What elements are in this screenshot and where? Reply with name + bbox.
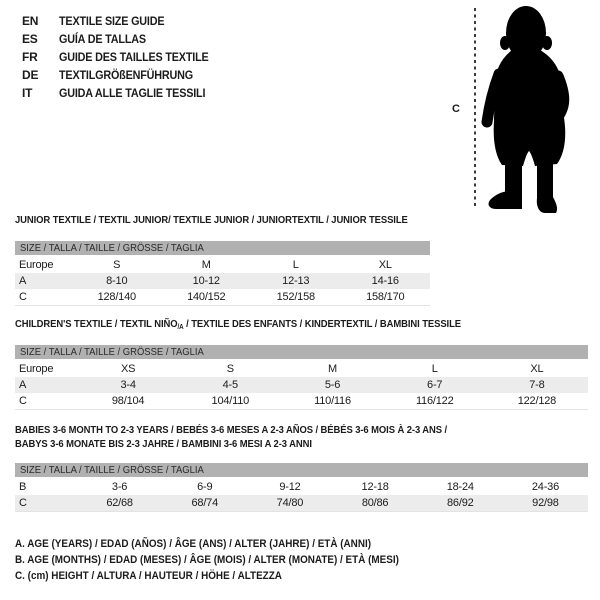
baby-silhouette-figure — [450, 0, 600, 215]
height-cell: 92/98 — [532, 497, 559, 509]
size-header-bar — [15, 345, 588, 359]
row-label: A — [19, 379, 27, 391]
size-cell: S — [226, 363, 234, 375]
size-cell: L — [431, 363, 438, 375]
note-age-years — [15, 536, 442, 552]
size-header-bar — [15, 241, 430, 255]
height-cell: 80/86 — [361, 497, 389, 509]
size-header-text: SIZE / TALLA / TAILLE / GRÖSSE / TAGLIA — [20, 242, 204, 254]
lang-row-de — [22, 66, 225, 84]
lang-code: ES — [22, 32, 38, 46]
age-cell: 8-10 — [106, 275, 128, 287]
size-cell: S — [113, 259, 121, 271]
note-age-years-text: A. AGE (YEARS) / EDAD (AÑOS) / ÂGE (ANS) / ALTER (JAHRE) / ETÀ (ANNI) — [15, 538, 372, 550]
baby-silhouette — [487, 6, 565, 213]
row-label: Europe — [19, 259, 54, 271]
height-cell: 62/68 — [106, 497, 133, 509]
size-header-bar — [15, 463, 588, 477]
age-cell: 10-12 — [192, 275, 220, 287]
table-row-europe — [15, 257, 430, 273]
lang-row-es — [22, 30, 225, 48]
age-cell: 3-6 — [111, 481, 128, 493]
lang-row-fr — [22, 48, 225, 66]
table-row-age-months — [15, 479, 588, 495]
junior-section-title — [15, 214, 451, 226]
lang-code: IT — [22, 86, 33, 100]
height-cell: 152/158 — [276, 291, 315, 303]
lang-code: FR — [22, 50, 38, 64]
table-row-height — [15, 289, 430, 305]
babies-size-table — [15, 463, 588, 512]
table-row-age — [15, 273, 430, 289]
row-label: A — [19, 275, 27, 287]
babies-title-line2: BABYS 3-6 MONATE BIS 2-3 JAHRE / BAMBINI 3-6 MESI A 2-3 ANNI — [15, 438, 312, 450]
table-row-height — [15, 495, 588, 511]
height-cell: 116/122 — [415, 395, 454, 407]
junior-title-text: JUNIOR TEXTILE / TEXTIL JUNIOR/ TEXTILE JUNIOR / JUNIORTEXTIL / JUNIOR TESSILE — [15, 214, 408, 226]
age-cell: 6-7 — [427, 379, 443, 391]
height-cell: 98/104 — [111, 395, 145, 407]
height-cell: 86/92 — [447, 497, 474, 509]
children-title-text — [15, 318, 461, 331]
junior-size-table — [15, 241, 430, 306]
children-title-part2: / TEXTILE DES ENFANTS / KINDERTEXTIL / BAMBINI TESSILE — [183, 318, 461, 330]
size-header-text: SIZE / TALLA / TAILLE / GRÖSSE / TAGLIA — [20, 464, 204, 476]
height-cell: 140/152 — [187, 291, 226, 303]
note-height-cm — [15, 568, 442, 584]
size-cell: XL — [378, 259, 392, 271]
guide-title: GUIDE DES TAILLES TEXTILE — [59, 50, 209, 64]
size-cell: XS — [120, 363, 136, 375]
size-cell: L — [292, 259, 299, 271]
children-size-table — [15, 345, 588, 410]
age-cell: 12-18 — [361, 481, 389, 493]
babies-title-line1: BABIES 3-6 MONTH TO 2-3 YEARS / BEBÉS 3-6 MESES A 2-3 AÑOS / BÉBÉS 3-6 MOIS À 2-3 ANS / — [15, 424, 448, 436]
guide-title: GUIDA ALLE TAGLIE TESSILI — [59, 86, 206, 100]
age-cell: 5-6 — [324, 379, 341, 391]
size-cell: XL — [530, 363, 544, 375]
row-label: C — [19, 291, 27, 303]
row-label: C — [19, 395, 27, 407]
children-section-title — [15, 318, 511, 331]
height-cell: 158/170 — [366, 291, 405, 303]
language-header — [22, 12, 225, 102]
children-title-part1: CHILDREN'S TEXTILE / TEXTIL NIÑO — [15, 318, 178, 330]
guide-title: TEXTILE SIZE GUIDE — [59, 14, 165, 28]
lang-code: EN — [22, 14, 39, 28]
guide-title: GUÍA DE TALLAS — [59, 32, 146, 46]
height-cell: 74/80 — [276, 497, 304, 509]
row-label: C — [19, 497, 27, 509]
lang-row-it — [22, 84, 225, 102]
height-cell: 128/140 — [97, 291, 136, 303]
age-cell: 3-4 — [120, 379, 136, 391]
age-cell: 12-13 — [282, 275, 310, 287]
table-row-europe — [15, 361, 588, 377]
size-cell: M — [201, 259, 211, 271]
table-row-age — [15, 377, 588, 393]
babies-section-title — [15, 423, 495, 451]
note-height-cm-text: C. (cm) HEIGHT / ALTURA / HAUTEUR / HÖHE / ALTEZZA — [15, 570, 282, 582]
row-label: B — [19, 481, 27, 493]
size-cell: M — [328, 363, 337, 375]
note-age-months — [15, 552, 442, 568]
height-cell: 122/128 — [517, 395, 557, 407]
age-cell: 9-12 — [279, 481, 301, 493]
table-row-height — [15, 393, 588, 409]
age-cell: 4-5 — [222, 379, 238, 391]
height-cell: 104/110 — [211, 395, 250, 407]
children-title-sub: /A — [177, 324, 184, 331]
age-cell: 18-24 — [446, 481, 474, 493]
height-cell: 68/74 — [191, 497, 219, 509]
age-cell: 7-8 — [529, 379, 545, 391]
age-cell: 6-9 — [197, 481, 213, 493]
legend-notes — [15, 536, 442, 584]
size-header-text: SIZE / TALLA / TAILLE / GRÖSSE / TAGLIA — [20, 346, 204, 358]
lang-row-en — [22, 12, 225, 30]
age-cell: 14-16 — [371, 275, 399, 287]
height-measure-label: C — [452, 103, 460, 115]
lang-code: DE — [22, 68, 39, 82]
guide-title: TEXTILGRÖßENFÜHRUNG — [59, 68, 193, 82]
note-age-months-text: B. AGE (MONTHS) / EDAD (MESES) / ÂGE (MOIS) / ALTER (MONATE) / ETÀ (MESI) — [15, 554, 399, 566]
age-cell: 24-36 — [531, 481, 560, 493]
row-label: Europe — [19, 363, 54, 375]
height-cell: 110/116 — [314, 395, 351, 407]
